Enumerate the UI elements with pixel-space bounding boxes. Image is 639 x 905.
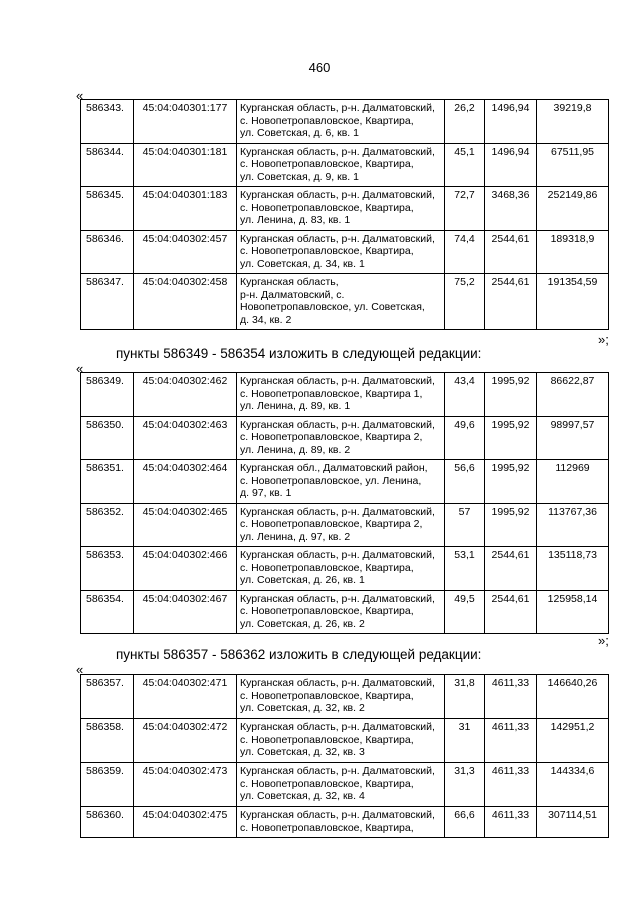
area-cell: 57 bbox=[445, 503, 485, 547]
unit-price-cell: 4611,33 bbox=[485, 675, 537, 719]
row-number-cell: 586360. bbox=[81, 807, 134, 838]
register-table bbox=[80, 674, 609, 838]
unit-price-cell: 1995,92 bbox=[485, 503, 537, 547]
table-row bbox=[81, 100, 609, 144]
cadastral-value-cell: 307114,51 bbox=[537, 807, 609, 838]
table-row bbox=[81, 763, 609, 807]
table-row bbox=[81, 416, 609, 460]
table-row bbox=[81, 274, 609, 330]
row-number-cell: 586351. bbox=[81, 460, 134, 504]
address-cell: Курганская область, р-н. Далматовский, с. Новопетропавловское, Квартира, ул. Советская, д. 32, кв. 3 bbox=[237, 719, 445, 763]
cadastral-number-cell: 45:04:040301:183 bbox=[134, 187, 237, 231]
area-cell: 45,1 bbox=[445, 143, 485, 187]
close-quote: »; bbox=[598, 633, 609, 648]
area-cell: 31 bbox=[445, 719, 485, 763]
open-quote: « bbox=[76, 662, 84, 677]
area-cell: 66,6 bbox=[445, 807, 485, 838]
address-cell: Курганская область, р-н. Далматовский, с. Новопетропавловское, Квартира 2, ул. Ленина, д. 97, кв. 2 bbox=[237, 503, 445, 547]
address-cell: Курганская область, р-н. Далматовский, с. Новопетропавловское, Квартира, ул. Советская, д. 32, кв. 4 bbox=[237, 763, 445, 807]
area-cell: 31,8 bbox=[445, 675, 485, 719]
row-number-cell: 586357. bbox=[81, 675, 134, 719]
row-number-cell: 586352. bbox=[81, 503, 134, 547]
unit-price-cell: 1995,92 bbox=[485, 373, 537, 417]
row-number-cell: 586346. bbox=[81, 230, 134, 274]
table-row bbox=[81, 719, 609, 763]
cadastral-number-cell: 45:04:040302:463 bbox=[134, 416, 237, 460]
amendment-paragraph: пункты 586357 - 586362 изложить в следующей редакции: bbox=[116, 647, 482, 662]
unit-price-cell: 4611,33 bbox=[485, 763, 537, 807]
page-number: 460 bbox=[308, 60, 331, 75]
cadastral-number-cell: 45:04:040302:467 bbox=[134, 590, 237, 634]
area-cell: 53,1 bbox=[445, 547, 485, 591]
row-number-cell: 586347. bbox=[81, 274, 134, 330]
row-number-cell: 586354. bbox=[81, 590, 134, 634]
unit-price-cell: 4611,33 bbox=[485, 719, 537, 763]
table-row bbox=[81, 547, 609, 591]
unit-price-cell: 3468,36 bbox=[485, 187, 537, 231]
address-cell: Курганская область, р-н. Далматовский, с. Новопетропавловское, Квартира, bbox=[237, 807, 445, 838]
cadastral-number-cell: 45:04:040301:177 bbox=[134, 100, 237, 144]
address-cell: Курганская область, р-н. Далматовский, с. Новопетропавловское, Квартира 2, ул. Ленина, д. 89, кв. 2 bbox=[237, 416, 445, 460]
open-quote: « bbox=[76, 361, 84, 376]
table-row bbox=[81, 230, 609, 274]
cadastral-value-cell: 135118,73 bbox=[537, 547, 609, 591]
address-cell: Курганская обл., Далматовский район, с. Новопетропавловское, ул. Ленина, д. 97, кв. 1 bbox=[237, 460, 445, 504]
register-table bbox=[80, 372, 609, 634]
cadastral-value-cell: 86622,87 bbox=[537, 373, 609, 417]
area-cell: 43,4 bbox=[445, 373, 485, 417]
row-number-cell: 586350. bbox=[81, 416, 134, 460]
table-row bbox=[81, 675, 609, 719]
table-row bbox=[81, 460, 609, 504]
register-table-body bbox=[81, 675, 609, 838]
cadastral-number-cell: 45:04:040302:465 bbox=[134, 503, 237, 547]
row-number-cell: 586349. bbox=[81, 373, 134, 417]
cadastral-number-cell: 45:04:040302:457 bbox=[134, 230, 237, 274]
cadastral-value-cell: 142951,2 bbox=[537, 719, 609, 763]
cadastral-value-cell: 146640,26 bbox=[537, 675, 609, 719]
amendment-paragraph: пункты 586349 - 586354 изложить в следующей редакции: bbox=[116, 346, 482, 361]
cadastral-value-cell: 252149,86 bbox=[537, 187, 609, 231]
address-cell: Курганская область, р-н. Далматовский, с. Новопетропавловское, Квартира, ул. Советская, д. 32, кв. 2 bbox=[237, 675, 445, 719]
address-cell: Курганская область, р-н. Далматовский, с. Новопетропавловское, Квартира, ул. Советская, д. 6, кв. 1 bbox=[237, 100, 445, 144]
cadastral-value-cell: 98997,57 bbox=[537, 416, 609, 460]
unit-price-cell: 1496,94 bbox=[485, 100, 537, 144]
row-number-cell: 586344. bbox=[81, 143, 134, 187]
address-cell: Курганская область, р-н. Далматовский, с. Новопетропавловское, Квартира, ул. Ленина, д. 83, кв. 1 bbox=[237, 187, 445, 231]
cadastral-value-cell: 191354,59 bbox=[537, 274, 609, 330]
cadastral-number-cell: 45:04:040302:466 bbox=[134, 547, 237, 591]
table-row bbox=[81, 503, 609, 547]
cadastral-value-cell: 112969 bbox=[537, 460, 609, 504]
row-number-cell: 586345. bbox=[81, 187, 134, 231]
area-cell: 26,2 bbox=[445, 100, 485, 144]
table-row bbox=[81, 807, 609, 838]
register-table bbox=[80, 99, 609, 330]
register-table-body bbox=[81, 373, 609, 634]
unit-price-cell: 2544,61 bbox=[485, 274, 537, 330]
row-number-cell: 586358. bbox=[81, 719, 134, 763]
cadastral-value-cell: 39219,8 bbox=[537, 100, 609, 144]
open-quote: « bbox=[76, 88, 84, 103]
cadastral-number-cell: 45:04:040302:458 bbox=[134, 274, 237, 330]
unit-price-cell: 4611,33 bbox=[485, 807, 537, 838]
area-cell: 72,7 bbox=[445, 187, 485, 231]
cadastral-value-cell: 189318,9 bbox=[537, 230, 609, 274]
row-number-cell: 586359. bbox=[81, 763, 134, 807]
table-row bbox=[81, 373, 609, 417]
unit-price-cell: 2544,61 bbox=[485, 230, 537, 274]
register-table-body bbox=[81, 100, 609, 330]
cadastral-number-cell: 45:04:040301:181 bbox=[134, 143, 237, 187]
address-cell: Курганская область, р-н. Далматовский, с. Новопетропавловское, Квартира, ул. Советская, д. 26, кв. 1 bbox=[237, 547, 445, 591]
cadastral-value-cell: 113767,36 bbox=[537, 503, 609, 547]
unit-price-cell: 1995,92 bbox=[485, 416, 537, 460]
cadastral-number-cell: 45:04:040302:473 bbox=[134, 763, 237, 807]
area-cell: 49,5 bbox=[445, 590, 485, 634]
row-number-cell: 586343. bbox=[81, 100, 134, 144]
table-row bbox=[81, 590, 609, 634]
cadastral-number-cell: 45:04:040302:462 bbox=[134, 373, 237, 417]
area-cell: 56,6 bbox=[445, 460, 485, 504]
area-cell: 49,6 bbox=[445, 416, 485, 460]
cadastral-value-cell: 144334,6 bbox=[537, 763, 609, 807]
address-cell: Курганская область, р-н. Далматовский, с. Новопетропавловское, Квартира, ул. Советская, д. 9, кв. 1 bbox=[237, 143, 445, 187]
address-cell: Курганская область, р-н. Далматовский, с. Новопетропавловское, Квартира, ул. Советская, д. 34, кв. 1 bbox=[237, 230, 445, 274]
address-cell: Курганская область, р-н. Далматовский, с. Новопетропавловское, Квартира 1, ул. Ленина, д. 89, кв. 1 bbox=[237, 373, 445, 417]
cadastral-value-cell: 125958,14 bbox=[537, 590, 609, 634]
table-row bbox=[81, 143, 609, 187]
area-cell: 75,2 bbox=[445, 274, 485, 330]
close-quote: »; bbox=[598, 332, 609, 347]
unit-price-cell: 2544,61 bbox=[485, 590, 537, 634]
address-cell: Курганская область, р-н. Далматовский, с. Новопетропавловское, Квартира, ул. Советская, д. 26, кв. 2 bbox=[237, 590, 445, 634]
table-row bbox=[81, 187, 609, 231]
cadastral-number-cell: 45:04:040302:471 bbox=[134, 675, 237, 719]
unit-price-cell: 2544,61 bbox=[485, 547, 537, 591]
address-cell: Курганская область, р-н. Далматовский, с. Новопетропавловское, ул. Советская, д. 34, кв. 2 bbox=[237, 274, 445, 330]
cadastral-number-cell: 45:04:040302:475 bbox=[134, 807, 237, 838]
row-number-cell: 586353. bbox=[81, 547, 134, 591]
area-cell: 74,4 bbox=[445, 230, 485, 274]
unit-price-cell: 1995,92 bbox=[485, 460, 537, 504]
area-cell: 31,3 bbox=[445, 763, 485, 807]
unit-price-cell: 1496,94 bbox=[485, 143, 537, 187]
cadastral-value-cell: 67511,95 bbox=[537, 143, 609, 187]
cadastral-number-cell: 45:04:040302:472 bbox=[134, 719, 237, 763]
cadastral-number-cell: 45:04:040302:464 bbox=[134, 460, 237, 504]
